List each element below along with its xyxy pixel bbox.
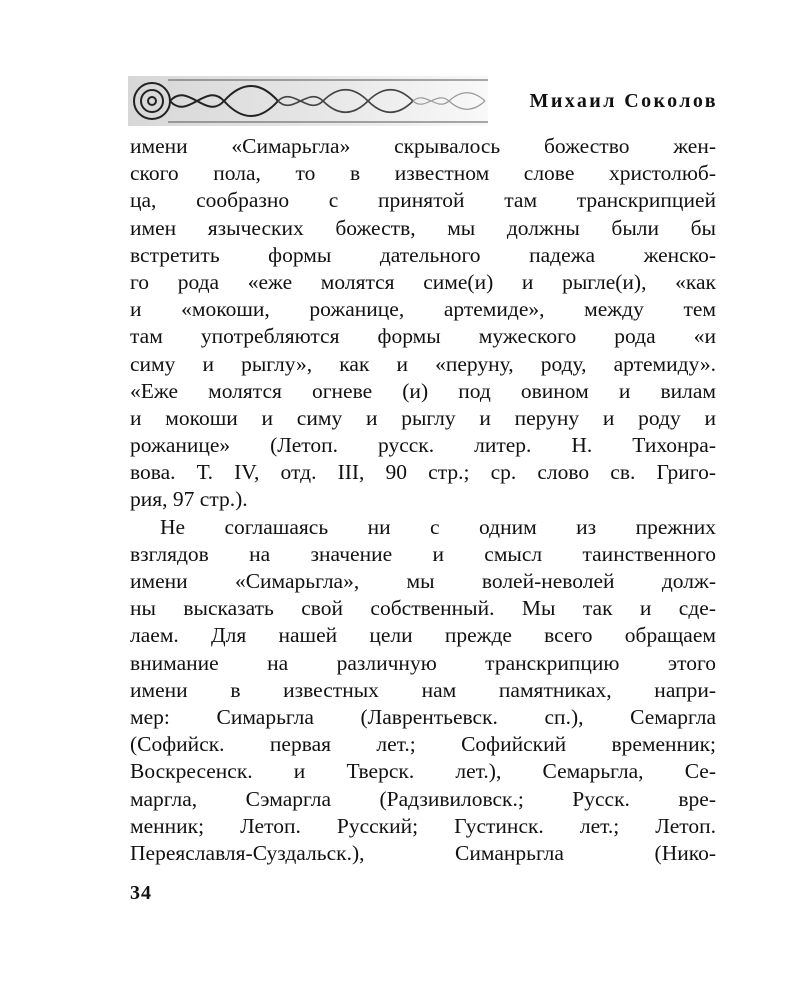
text-line: (Софийск. первая лет.; Софийский временник; (130, 732, 716, 757)
text-line: рожанице» (Летоп. русск. литер. Н. Тихонра- (130, 433, 716, 458)
text-line: маргла, Сэмаргла (Радзивиловск.; Русск. вре- (130, 786, 716, 811)
text-line: симу и рыглу», как и «перуну, роду, артемиду». (130, 351, 716, 376)
text-line: имен языческих божеств, мы должны были бы (130, 215, 716, 240)
text-line: имени в известных нам памятниках, напри- (130, 677, 716, 702)
author-name: Михаил Соколов (529, 90, 718, 112)
text-line: Воскресенск. и Тверск. лет.), Семарьгла, Се- (130, 759, 716, 784)
text-line: взглядов на значение и смысл таинственного (130, 541, 716, 566)
text-line: ского пола, то в известном слове христолюб- (130, 161, 716, 186)
text-line: внимание на различную транскрипцию этого (130, 650, 716, 675)
text-line: и «мокоши, рожанице, артемиде», между тем (130, 297, 716, 322)
paragraph-start-line: Не соглашаясь ни с одним из прежних (160, 514, 716, 539)
text-line: лаем. Для нашей цели прежде всего обращаем (130, 623, 716, 648)
body-text (130, 133, 716, 867)
running-header (128, 76, 718, 126)
text-line: встретить формы дательного падежа женско- (130, 242, 716, 267)
text-line: го рода «еже молятся симе(и) и рыгле(и), «как (130, 269, 716, 294)
text-line: «Еже молятся огневе (и) под овином и вилам (130, 378, 716, 403)
text-line: ца, сообразно с принятой там транскрипцией (130, 188, 716, 213)
text-line: мер: Симарьгла (Лаврентьевск. сп.), Семаргла (130, 704, 716, 729)
text-line: ны высказать свой собственный. Мы так и сде- (130, 596, 716, 621)
text-line: рия, 97 стр.). (130, 487, 248, 512)
text-line: вова. Т. IV, отд. III, 90 стр.; ср. слово св. Григо- (130, 460, 716, 485)
page-number: 34 (130, 882, 152, 904)
text-line: Переяславля-Суздальск.), Симанрьгла (Нико- (130, 840, 716, 865)
text-line: там употребляются формы мужеского рода «и (130, 324, 716, 349)
text-line: имени «Симарьгла», мы волей-неволей долж- (130, 569, 716, 593)
braided-ornament-icon (128, 76, 488, 126)
text-line: и мокоши и симу и рыглу и перуну и роду и (130, 405, 716, 430)
text-line: имени «Симарьгла» скрывалось божество жен- (130, 134, 716, 158)
text-line: менник; Летоп. Русский; Густинск. лет.; Летоп. (130, 813, 716, 838)
